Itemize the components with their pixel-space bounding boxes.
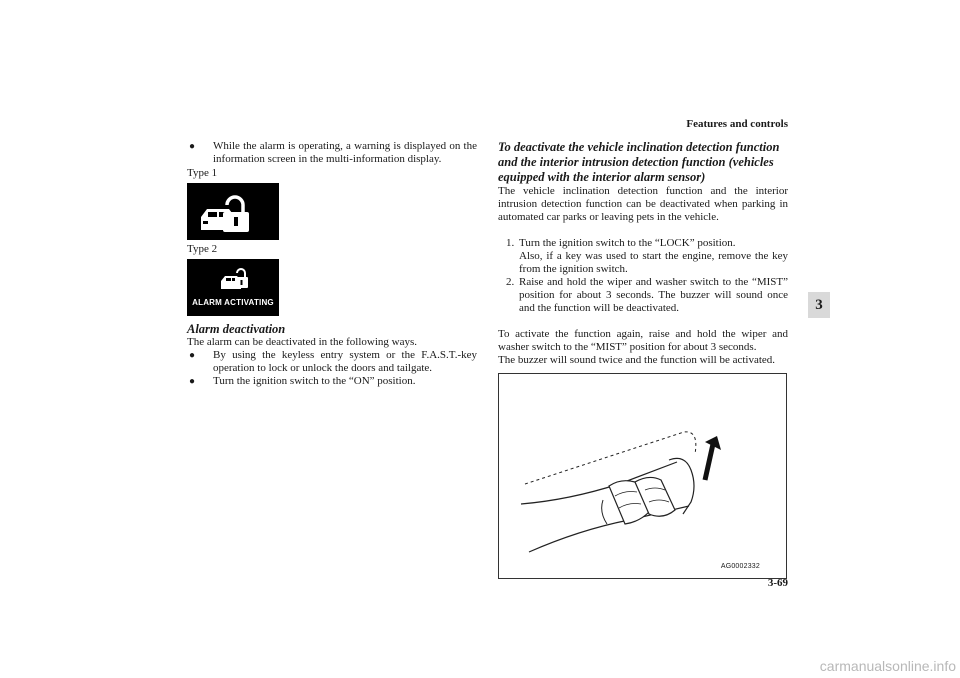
bullet-icon: ● [189,376,196,387]
right-column [498,140,788,579]
step-text: Turn the ignition switch to the “LOCK” position. [519,237,736,249]
bullet-text: While the alarm is operating, a warning is displayed on the information screen in the multi-information display. [213,140,477,165]
type2-label: Type 2 [187,243,218,255]
deactivation-intro: The alarm can be deactivated in the following ways. [187,336,417,348]
bullet-text: Turn the ignition switch to the “ON” position. [213,375,416,387]
buzzer-paragraph: The buzzer will sound twice and the function will be activated. [498,354,776,366]
bullet-item [187,140,477,166]
alarm-deactivation-heading: Alarm deactivation [187,322,286,336]
activate-paragraph: To activate the function again, raise and hold the wiper and washer switch to the “MIST” position for about 3 seconds. [498,328,788,353]
bullet-icon: ● [189,350,196,361]
step-item [506,237,788,276]
bullet-icon: ● [189,141,196,152]
up-arrow-icon [705,436,721,480]
watermark: carmanualsonline.info [819,658,956,674]
left-column [187,140,477,388]
chapter-tab: 3 [808,292,830,318]
inclination-deactivation-heading: To deactivate the vehicle inclination detection function and the interior intrusion detection function (vehicles equipped with the interior alarm sensor) [498,140,780,184]
page-number: 3-69 [767,577,788,589]
step-note: Also, if a key was used to start the engine, remove the key from the ignition switch. [519,250,788,275]
step-number: 2. [506,276,515,288]
intro-paragraph: The vehicle inclination detection function and the interior intrusion detection function can be deactivated when parking in automated car parks or leaving pets in the vehicle. [498,185,788,223]
alarm-activating-caption: ALARM ACTIVATING [192,298,274,307]
type1-label: Type 1 [187,167,218,179]
bullet-text: By using the keyless entry system or the F.A.S.T.-key operation to lock or unlock the doors and tailgate. [213,349,477,374]
wiper-lever-illustration [499,374,786,578]
step-item [506,276,788,315]
car-lock-icon [187,183,279,240]
step-number: 1. [506,237,515,249]
type1-display-image [187,183,279,240]
type2-display-image [187,259,279,316]
section-header: Features and controls [686,118,788,130]
wiper-switch-figure [498,373,787,579]
step-text: Raise and hold the wiper and washer switch to the “MIST” position for about 3 seconds. The buzzer will sound once and the function will be deactivated. [519,276,788,314]
bullet-item [187,375,477,388]
figure-code: AG0002332 [720,563,760,570]
bullet-item [187,349,477,375]
